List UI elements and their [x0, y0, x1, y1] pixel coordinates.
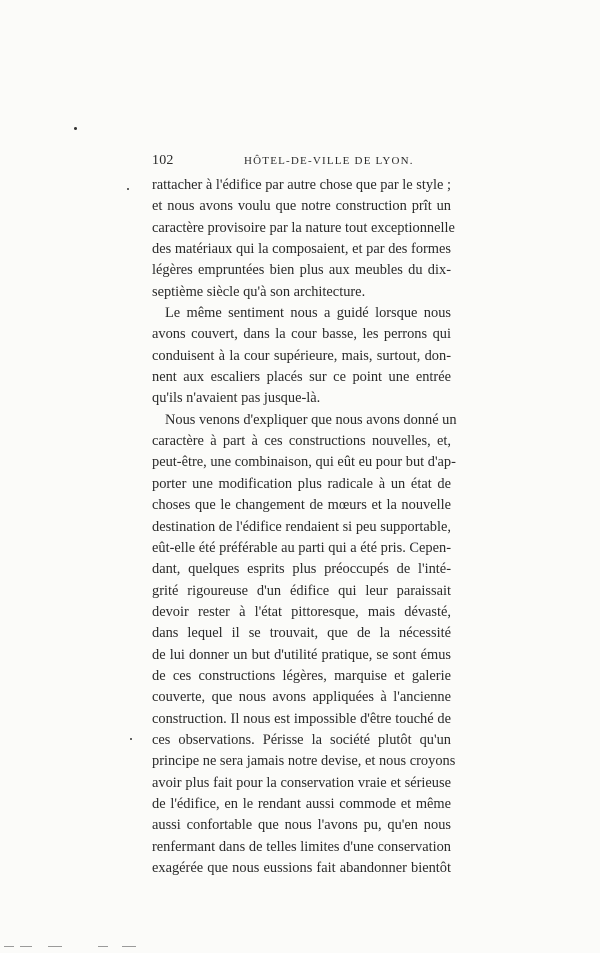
- text-line: principe ne sera jamais notre devise, et nous croyons: [152, 753, 456, 770]
- scan-mark: [4, 946, 14, 947]
- text-line: des matériaux qui la composaient, et par des formes: [152, 241, 451, 258]
- scan-edge-marks: [0, 946, 600, 950]
- text-line: exagérée que nous eussions fait abandonner bientôt: [152, 860, 451, 876]
- text-line: Nous venons d'expliquer que nous avons donné un: [165, 411, 457, 428]
- text-line: couverte, que nous avons appliquées à l'ancienne: [152, 689, 451, 706]
- scan-mark: [122, 946, 136, 947]
- text-line: ces observations. Périsse la société plutôt qu'un: [152, 731, 451, 748]
- text-line: dant, quelques esprits plus préoccupés de l'inté-: [152, 561, 451, 578]
- scan-mark: [48, 946, 62, 947]
- ink-speck: [74, 127, 77, 130]
- body-text: [152, 175, 457, 879]
- text-line: de l'édifice, en le rendant aussi commode et même: [152, 795, 451, 812]
- text-line: légères empruntées bien plus aux meubles du dix-: [152, 262, 451, 279]
- text-line: grité rigoureuse d'un édifice qui leur paraissait: [152, 582, 451, 599]
- text-line: devoir rester à l'état pittoresque, mais dévasté,: [152, 603, 451, 620]
- text-line: eût-elle été préférable au parti qui a été pris. Cepen-: [152, 539, 451, 556]
- scan-mark: [98, 946, 108, 947]
- running-title: HÔTEL-DE-VILLE DE LYON.: [244, 155, 414, 167]
- text-line: choses que le changement de mœurs et la nouvelle: [152, 497, 451, 514]
- text-line: caractère provisoire par la nature tout exceptionnelle: [152, 219, 455, 236]
- page-header: [152, 153, 451, 171]
- scan-mark: [20, 946, 32, 947]
- text-line: qu'ils n'avaient pas jusque-là.: [152, 390, 321, 407]
- text-line: porter une modification plus radicale à un état de: [152, 475, 451, 492]
- page-number: 102: [152, 153, 174, 168]
- text-line: rattacher à l'édifice par autre chose que par le style ;: [152, 177, 452, 193]
- text-line: nent aux escaliers placés sur ce point une entrée: [152, 369, 451, 386]
- text-line: Le même sentiment nous a guidé lorsque nous: [165, 305, 451, 322]
- text-line: construction. Il nous est impossible d'être touché de: [152, 710, 451, 727]
- text-line: avoir plus fait pour la conservation vraie et sérieuse: [152, 774, 451, 791]
- ink-speck: [130, 738, 132, 740]
- text-line: et nous avons voulu que notre construction prît un: [152, 198, 451, 215]
- text-line: caractère à part à ces constructions nouvelles, et,: [152, 433, 451, 450]
- text-line: avons couvert, dans la cour basse, les perrons qui: [152, 326, 451, 343]
- text-line: destination de l'édifice rendaient si peu supportable,: [152, 518, 451, 535]
- text-line: de ces constructions légères, marquise et galerie: [152, 667, 451, 684]
- text-line: renfermant dans de telles limites d'une conservation: [152, 838, 451, 855]
- text-line: septième siècle qu'à son architecture.: [152, 283, 366, 300]
- text-line: de lui donner un but d'utilité pratique, se sont émus: [152, 646, 451, 663]
- text-line: peut-être, une combinaison, qui eût eu pour but d'ap-: [152, 454, 456, 471]
- text-line: aussi confortable que nous l'avons pu, qu'en nous: [152, 817, 451, 834]
- text-line: conduisent à la cour supérieure, mais, surtout, don-: [152, 347, 451, 364]
- ink-speck: [127, 188, 129, 190]
- text-line: dans lequel il se trouvait, que de la nécessité: [152, 625, 451, 642]
